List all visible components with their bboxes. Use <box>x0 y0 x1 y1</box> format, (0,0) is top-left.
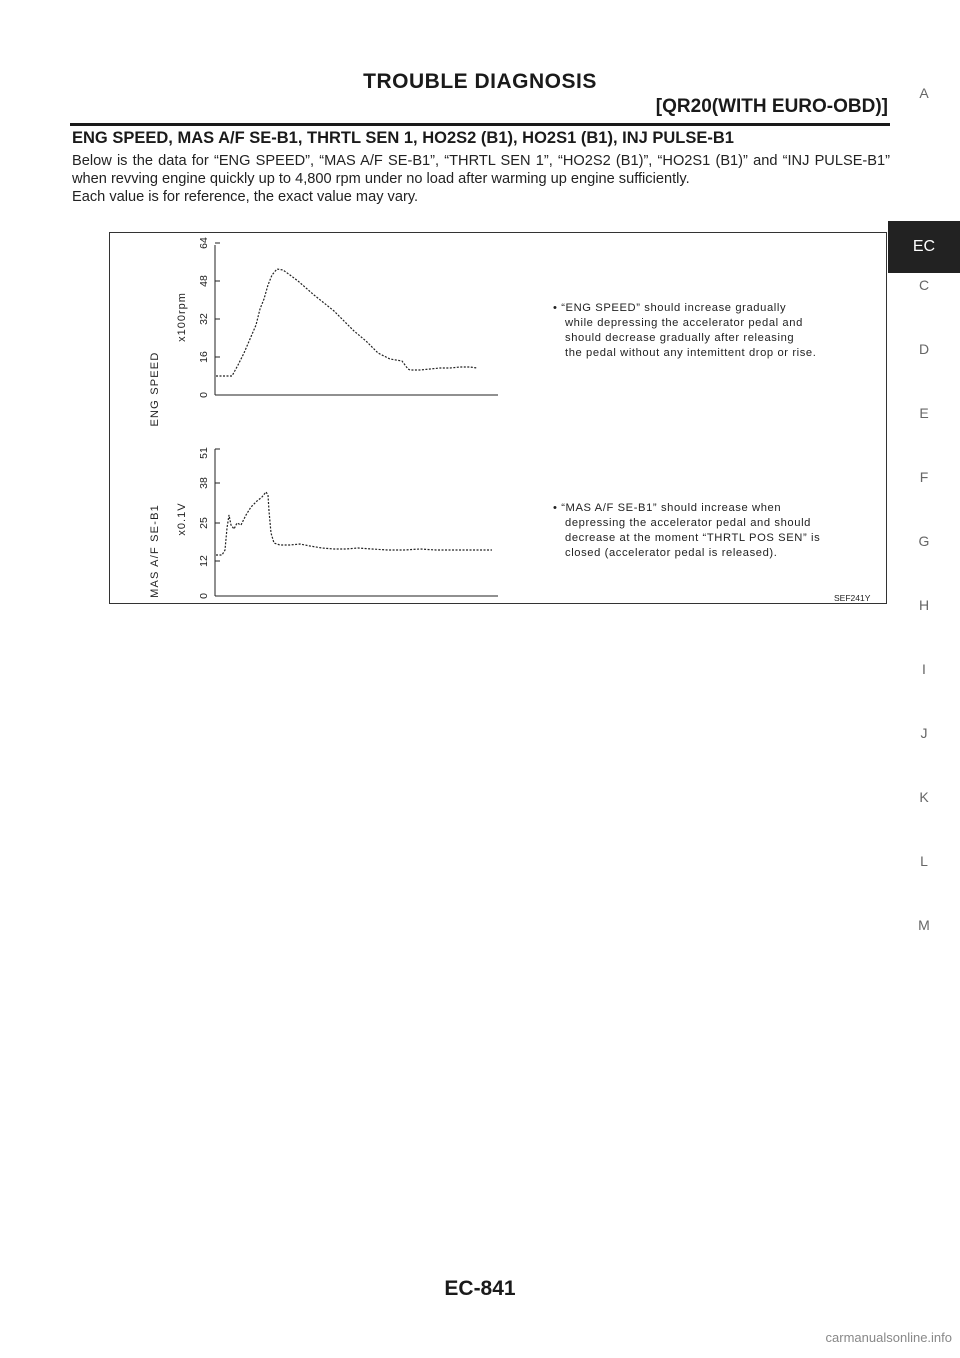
axis-tick-label: 12 <box>198 555 210 567</box>
section-heading: ENG SPEED, MAS A/F SE-B1, THRTL SEN 1, HO2S2 (B1), HO2S1 (B1), INJ PULSE-B1 <box>72 129 734 147</box>
tab-l[interactable]: L <box>920 853 928 869</box>
tab-j[interactable]: J <box>920 725 928 741</box>
tab-f[interactable]: F <box>919 469 929 485</box>
chart-note-line: decrease at the moment “THRTL POS SEN” is <box>565 532 821 544</box>
intro-text <box>72 152 890 206</box>
section-index-tabs <box>888 0 960 1358</box>
waveform-figure <box>109 232 887 604</box>
axis-tick-label: 48 <box>198 275 210 287</box>
header-divider <box>70 123 890 126</box>
axis-tick-label: 16 <box>198 351 210 363</box>
tab-a[interactable]: A <box>919 85 929 101</box>
chart-note-line: • “ENG SPEED” should increase gradually <box>553 302 787 314</box>
chart-unit: x100rpm <box>176 292 188 342</box>
axis-tick-label: 51 <box>198 447 210 459</box>
tab-e[interactable]: E <box>919 405 929 421</box>
axis-tick-label: 0 <box>198 593 210 599</box>
chart-note-line: • “MAS A/F SE-B1” should increase when <box>553 502 782 514</box>
tab-m[interactable]: M <box>918 917 930 933</box>
tab-g[interactable]: G <box>918 533 930 549</box>
page-number: EC-841 <box>444 1277 516 1300</box>
tab-k[interactable]: K <box>919 789 929 805</box>
tab-d[interactable]: D <box>918 341 930 357</box>
axis-tick-label: 64 <box>198 237 210 249</box>
waveform-svg <box>110 233 888 605</box>
chart-mas-af <box>149 447 820 599</box>
chart-note-line: the pedal without any intemittent drop or rise. <box>565 347 817 359</box>
chart-note-line: depressing the accelerator pedal and should <box>565 517 811 529</box>
chart-note-line: while depressing the accelerator pedal and <box>565 317 803 329</box>
page-subtitle: [QR20(WITH EURO-OBD)] <box>655 96 888 117</box>
chart-eng-speed <box>149 237 816 426</box>
tab-ec[interactable]: EC <box>888 221 960 273</box>
chart-note-line: closed (accelerator pedal is released). <box>565 547 778 559</box>
chart-note-line: should decrease gradually after releasing <box>565 332 795 344</box>
axis-tick-label: 32 <box>198 313 210 325</box>
tab-h[interactable]: H <box>918 597 930 613</box>
axis-tick-label: 38 <box>198 477 210 489</box>
eng-speed-waveform <box>216 269 477 376</box>
chart-label: ENG SPEED <box>149 351 161 427</box>
watermark: carmanualsonline.info <box>825 1330 952 1345</box>
chart-unit: x0.1V <box>176 502 188 536</box>
intro-note: Each value is for reference, the exact value may vary. <box>72 189 419 205</box>
tab-i[interactable]: I <box>922 661 926 677</box>
mas-af-waveform <box>216 492 492 555</box>
tab-c[interactable]: C <box>918 277 930 293</box>
axis-tick-label: 0 <box>198 392 210 398</box>
axis-tick-label: 25 <box>198 517 210 529</box>
page-title: TROUBLE DIAGNOSIS <box>363 70 597 93</box>
chart-label: MAS A/F SE-B1 <box>149 504 161 598</box>
intro-paragraph: Below is the data for “ENG SPEED”, “MAS A/F SE-B1”, “THRTL SEN 1”, “HO2S2 (B1)”, “HO2S1 (B1)” and “INJ PULSE-B1” when revving engine quickly up to 4,800 rpm under no load after warming up engine sufficiently. <box>72 153 890 187</box>
figure-code: SEF241Y <box>834 593 871 603</box>
